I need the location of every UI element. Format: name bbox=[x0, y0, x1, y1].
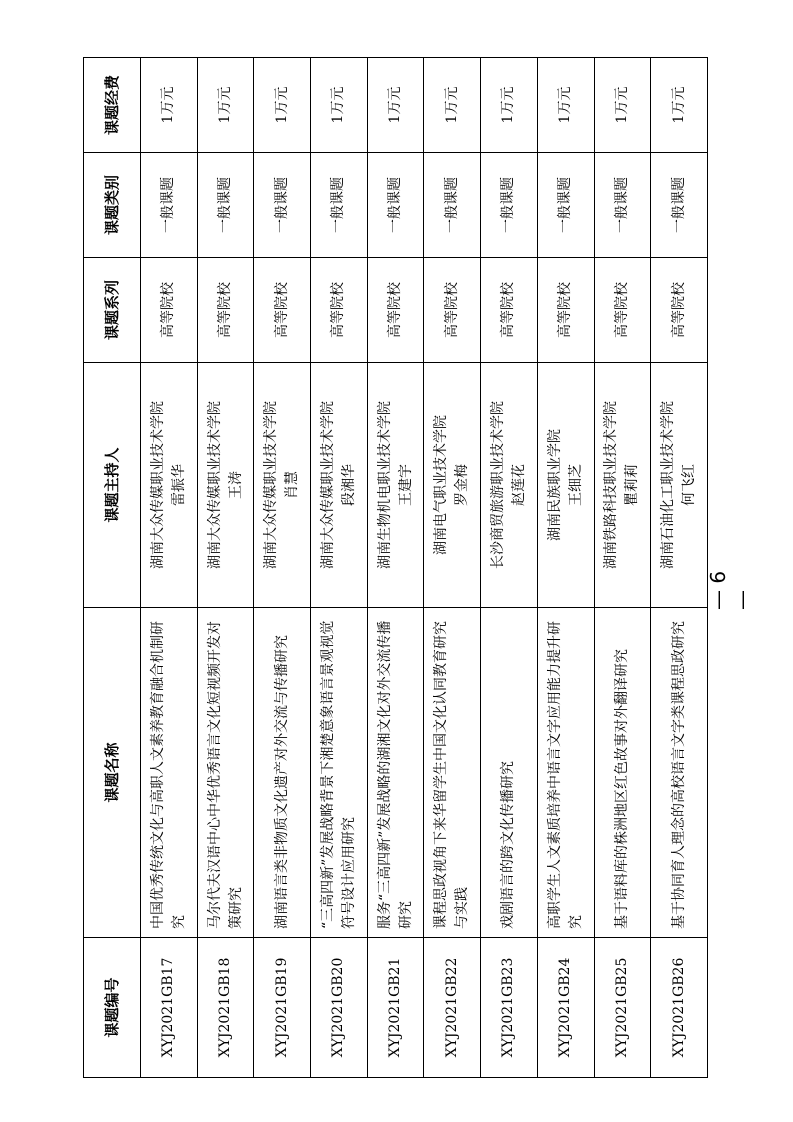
project-category-cell: 一般课题 bbox=[651, 153, 708, 258]
project-funding-cell: 1万元 bbox=[367, 58, 424, 153]
project-host-cell bbox=[481, 363, 538, 608]
project-series-cell: 高等院校 bbox=[424, 258, 481, 363]
project-funding-cell: 1万元 bbox=[481, 58, 538, 153]
project-funding-cell: 1万元 bbox=[141, 58, 198, 153]
host-organization: 湖南大众传媒职业技术学院 bbox=[319, 401, 336, 569]
table-row bbox=[254, 58, 311, 1078]
project-code-cell: XYJ2021GB25 bbox=[594, 938, 651, 1078]
project-code-cell: XYJ2021GB17 bbox=[141, 938, 198, 1078]
project-name-cell: 基于协同育人理念的高校语言文字类课程思政研究 bbox=[651, 608, 708, 938]
host-person-name: 肖慧 bbox=[284, 471, 301, 499]
project-category-cell: 一般课题 bbox=[367, 153, 424, 258]
host-organization: 湖南石油化工职业技术学院 bbox=[660, 401, 677, 569]
project-code-cell: XYJ2021GB18 bbox=[197, 938, 254, 1078]
project-name-cell: 服务“三高四新”发展战略的湖湘文化对外交流传播研究 bbox=[367, 608, 424, 938]
host-organization: 湖南铁路科技职业技术学院 bbox=[603, 401, 620, 569]
host-person-name: 王建宇 bbox=[397, 464, 414, 506]
header-category: 课题类别 bbox=[84, 153, 141, 258]
table-row bbox=[594, 58, 651, 1078]
project-series-cell: 高等院校 bbox=[141, 258, 198, 363]
project-code-cell: XYJ2021GB23 bbox=[481, 938, 538, 1078]
project-name-cell: 马尔代夫汉语中心中华优秀语言文化短视频开发对策研究 bbox=[197, 608, 254, 938]
table-row bbox=[311, 58, 368, 1078]
header-host: 课题主持人 bbox=[84, 363, 141, 608]
table-row bbox=[141, 58, 198, 1078]
project-host-cell bbox=[594, 363, 651, 608]
host-person-name: 赵莲花 bbox=[510, 464, 527, 506]
project-category-cell: 一般课题 bbox=[424, 153, 481, 258]
host-person-name: 王细芝 bbox=[567, 464, 584, 506]
host-organization: 湖南大众传媒职业技术学院 bbox=[263, 401, 280, 569]
project-series-cell: 高等院校 bbox=[594, 258, 651, 363]
project-series-cell: 高等院校 bbox=[537, 258, 594, 363]
project-name-cell: 戏剧语言的跨文化传播研究 bbox=[481, 608, 538, 938]
project-table-container bbox=[83, 58, 708, 1078]
project-funding-cell: 1万元 bbox=[254, 58, 311, 153]
project-category-cell: 一般课题 bbox=[537, 153, 594, 258]
project-series-cell: 高等院校 bbox=[651, 258, 708, 363]
host-organization: 湖南生物机电职业技术学院 bbox=[376, 401, 393, 569]
project-host-cell bbox=[367, 363, 424, 608]
header-funding: 课题经费 bbox=[84, 58, 141, 153]
header-name: 课题名称 bbox=[84, 608, 141, 938]
host-person-name: 何飞红 bbox=[681, 464, 698, 506]
project-series-cell: 高等院校 bbox=[311, 258, 368, 363]
host-person-name: 罗金梅 bbox=[454, 464, 471, 506]
table-body bbox=[141, 58, 708, 1078]
project-host-cell bbox=[141, 363, 198, 608]
project-series-cell: 高等院校 bbox=[197, 258, 254, 363]
project-code-cell: XYJ2021GB20 bbox=[311, 938, 368, 1078]
project-funding-cell: 1万元 bbox=[651, 58, 708, 153]
host-person-name: 王涛 bbox=[227, 471, 244, 499]
project-code-cell: XYJ2021GB26 bbox=[651, 938, 708, 1078]
project-name-cell: 课程思政视角下来华留学生中国文化认同教育研究与实践 bbox=[424, 608, 481, 938]
project-code-cell: XYJ2021GB21 bbox=[367, 938, 424, 1078]
host-person-name: 雷振华 bbox=[170, 464, 187, 506]
project-table bbox=[83, 57, 708, 1078]
host-organization: 湖南电气职业技术学院 bbox=[433, 415, 450, 555]
header-series: 课题系列 bbox=[84, 258, 141, 363]
host-organization: 湖南大众传媒职业技术学院 bbox=[206, 401, 223, 569]
project-name-cell: 高职学生人文素质培养中语言文字应用能力提升研究 bbox=[537, 608, 594, 938]
host-organization: 湖南大众传媒职业技术学院 bbox=[149, 401, 166, 569]
table-row bbox=[367, 58, 424, 1078]
project-host-cell bbox=[197, 363, 254, 608]
host-person-name: 段湘华 bbox=[340, 464, 357, 506]
project-funding-cell: 1万元 bbox=[537, 58, 594, 153]
project-category-cell: 一般课题 bbox=[197, 153, 254, 258]
project-funding-cell: 1万元 bbox=[594, 58, 651, 153]
project-host-cell bbox=[311, 363, 368, 608]
host-organization: 湖南民族职业学院 bbox=[546, 429, 563, 541]
project-funding-cell: 1万元 bbox=[197, 58, 254, 153]
project-funding-cell: 1万元 bbox=[311, 58, 368, 153]
project-series-cell: 高等院校 bbox=[254, 258, 311, 363]
project-host-cell bbox=[254, 363, 311, 608]
page-number: — 6 — bbox=[706, 570, 754, 610]
project-category-cell: 一般课题 bbox=[141, 153, 198, 258]
table-row bbox=[537, 58, 594, 1078]
project-category-cell: 一般课题 bbox=[594, 153, 651, 258]
header-code: 课题编号 bbox=[84, 938, 141, 1078]
project-name-cell: 中国优秀传统文化与高职人文素养教育融合机制研究 bbox=[141, 608, 198, 938]
host-person-name: 瞿莉莉 bbox=[624, 464, 641, 506]
project-name-cell: 湖南语言类非物质文化遗产对外交流与传播研究 bbox=[254, 608, 311, 938]
project-code-cell: XYJ2021GB22 bbox=[424, 938, 481, 1078]
host-organization: 长沙商贸旅游职业技术学院 bbox=[489, 401, 506, 569]
project-funding-cell: 1万元 bbox=[424, 58, 481, 153]
project-category-cell: 一般课题 bbox=[311, 153, 368, 258]
project-series-cell: 高等院校 bbox=[367, 258, 424, 363]
project-code-cell: XYJ2021GB24 bbox=[537, 938, 594, 1078]
project-category-cell: 一般课题 bbox=[481, 153, 538, 258]
table-row bbox=[481, 58, 538, 1078]
project-category-cell: 一般课题 bbox=[254, 153, 311, 258]
project-host-cell bbox=[537, 363, 594, 608]
project-name-cell: “三高四新”发展战略背景下湘楚意象语言景观视觉符号设计应用研究 bbox=[311, 608, 368, 938]
project-series-cell: 高等院校 bbox=[481, 258, 538, 363]
project-name-cell: 基于语料库的株洲地区红色故事对外翻译研究 bbox=[594, 608, 651, 938]
table-row bbox=[197, 58, 254, 1078]
table-row bbox=[424, 58, 481, 1078]
project-code-cell: XYJ2021GB19 bbox=[254, 938, 311, 1078]
project-host-cell bbox=[424, 363, 481, 608]
table-header-row bbox=[84, 58, 141, 1078]
